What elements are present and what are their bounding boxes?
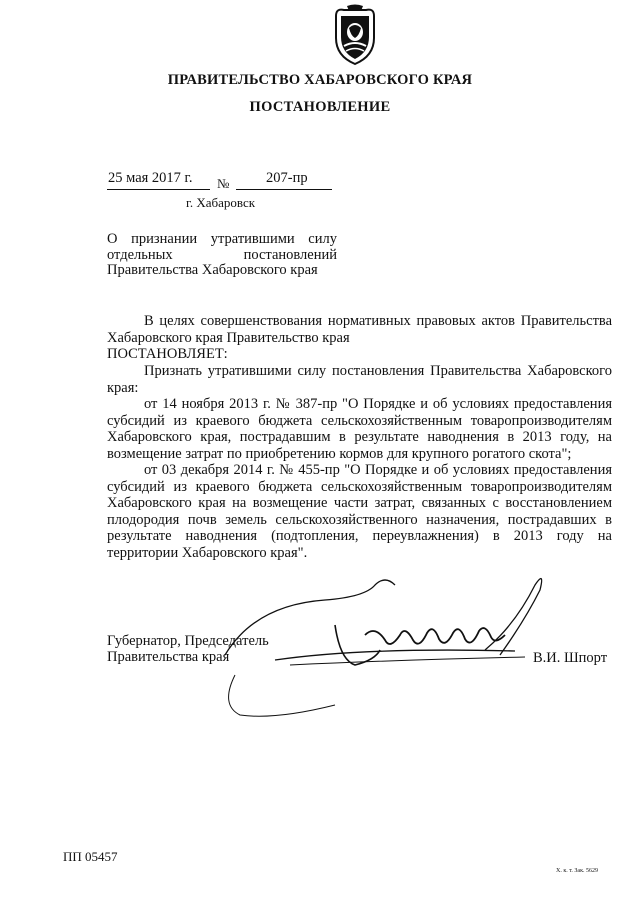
signatory-name: В.И. Шпорт: [533, 650, 608, 666]
resolution-item: от 14 ноября 2013 г. № 387-пр "О Порядке и об условиях предоставления субсидий из краевого бюджета сельскохозяйственным товаропроизводителям Хабаровского края, пострадавшим в результате наводнения в 2013 году, на возмещение затрат по приобретению кормов для крупного рогатого скота";: [107, 396, 612, 462]
intro-text: В целях совершенствования нормативных правовых актов Правительства Хабаровского края Правительство края: [107, 313, 612, 346]
resolves-text: ПОСТАНОВЛЯЕТ:: [107, 346, 228, 362]
document-code: ПП 05457: [63, 849, 118, 864]
resolves-line: [107, 346, 612, 363]
coat-of-arms-icon: [330, 4, 380, 66]
document-city: г. Хабаровск: [186, 195, 256, 210]
organization-name: ПРАВИТЕЛЬСТВО ХАБАРОВСКОГО КРАЯ: [167, 72, 473, 88]
document-subject: О признании утратившими силу отдельных постановлений Правительства Хабаровского края: [107, 231, 337, 278]
resolution-item: Признать утратившими силу постановления Правительства Хабаровского края:: [107, 363, 612, 396]
document-type: ПОСТАНОВЛЕНИЕ: [249, 99, 391, 115]
document-number: 207-пр: [266, 170, 308, 186]
resolution-item: от 03 декабря 2014 г. № 455-пр "О Порядке и об условиях предоставления субсидий из краевого бюджета сельскохозяйственным товаропроизводителям Хабаровского края на возмещение части затрат, связанных с восстановлением плодородия почв земель сельскохозяйственного назначения, пострадавших в результате наводнения (подтопления, переувлажнения) в 2013 году на территории Хабаровского края".: [107, 462, 612, 561]
date-underline: [107, 189, 210, 190]
signatory-title-line1: Губернатор, Председатель: [107, 633, 269, 649]
print-note: Х. к. т. Зак. 5629: [556, 868, 599, 874]
intro-paragraph: [107, 313, 612, 346]
document-date: 25 мая 2017 г.: [108, 170, 193, 186]
number-underline: [236, 189, 332, 190]
signatory-title: [107, 634, 269, 665]
number-sign: №: [217, 176, 230, 191]
signatory-title-line2: Правительства края: [107, 648, 230, 665]
resolution-items: [107, 363, 612, 561]
